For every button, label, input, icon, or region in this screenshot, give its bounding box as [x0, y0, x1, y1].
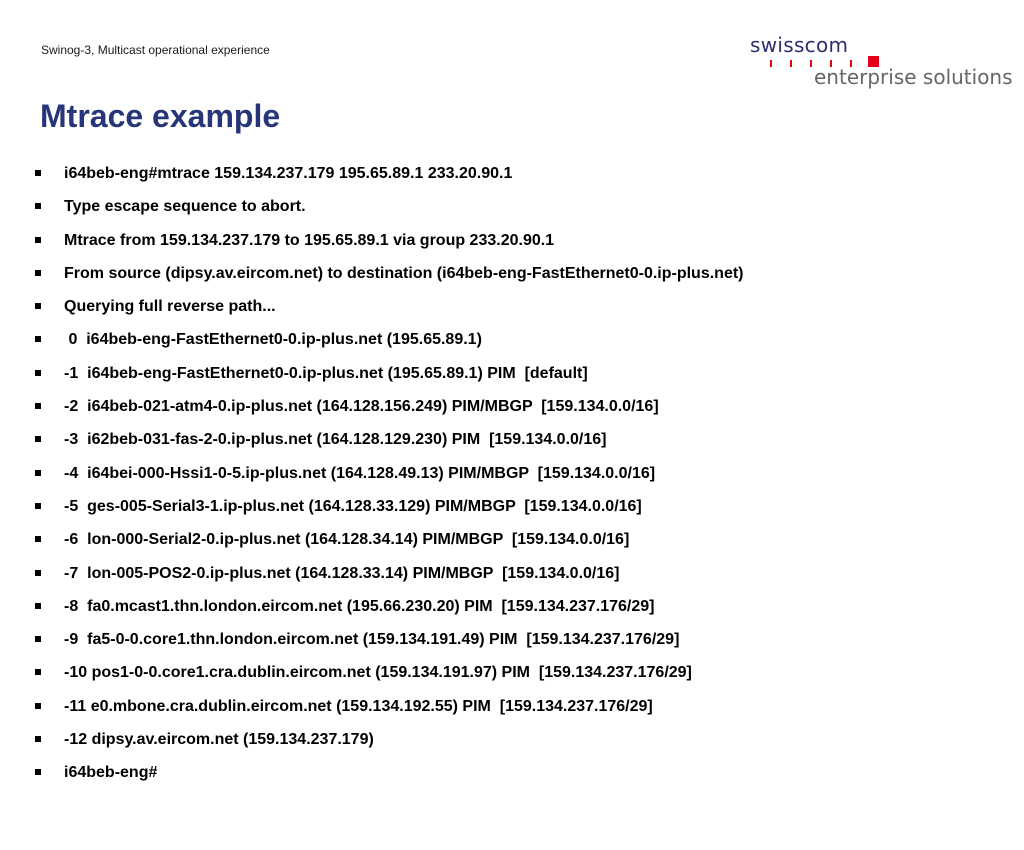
list-item-text: -7 lon-005-POS2-0.ip-plus.net (164.128.33.14) PIM/MBGP [159.134.0.0/16]	[64, 564, 620, 582]
list-item-text: From source (dipsy.av.eircom.net) to destination (i64beb-eng-FastEthernet0-0.ip-plus.net)	[64, 264, 744, 282]
list-item	[0, 662, 1024, 695]
swisscom-logo	[750, 33, 1013, 91]
list-item	[0, 263, 1024, 296]
bullet-square-icon	[35, 403, 41, 409]
bullet-square-icon	[35, 536, 41, 542]
list-item	[0, 762, 1024, 795]
presentation-subtitle: Swinog-3, Multicast operational experience	[41, 43, 270, 57]
list-item	[0, 163, 1024, 196]
logo-bar	[770, 60, 772, 67]
list-item-text: -1 i64beb-eng-FastEthernet0-0.ip-plus.net (195.65.89.1) PIM [default]	[64, 364, 588, 382]
bullet-square-icon	[35, 270, 41, 276]
bullet-square-icon	[35, 470, 41, 476]
slide-title: Mtrace example	[40, 98, 281, 134]
bullet-square-icon	[35, 703, 41, 709]
list-item	[0, 196, 1024, 229]
list-item	[0, 563, 1024, 596]
bullet-square-icon	[35, 203, 41, 209]
list-item-text: 0 i64beb-eng-FastEthernet0-0.ip-plus.net (195.65.89.1)	[64, 331, 482, 349]
bullet-square-icon	[35, 736, 41, 742]
list-item-text: -11 e0.mbone.cra.dublin.eircom.net (159.134.192.55) PIM [159.134.237.176/29]	[64, 697, 653, 715]
list-item-text: i64beb-eng#mtrace 159.134.237.179 195.65.89.1 233.20.90.1	[64, 165, 513, 182]
list-item-text: -9 fa5-0-0.core1.thn.london.eircom.net (159.134.191.49) PIM [159.134.237.176/29]	[64, 631, 680, 649]
list-item-text: -6 lon-000-Serial2-0.ip-plus.net (164.128.34.14) PIM/MBGP [159.134.0.0/16]	[64, 531, 630, 549]
list-item-text: -10 pos1-0-0.core1.cra.dublin.eircom.net (159.134.191.97) PIM [159.134.237.176/29]	[64, 664, 692, 682]
list-item-text: -3 i62beb-031-fas-2-0.ip-plus.net (164.128.129.230) PIM [159.134.0.0/16]	[64, 431, 607, 449]
list-item	[0, 329, 1024, 362]
bullet-square-icon	[35, 669, 41, 675]
list-item	[0, 429, 1024, 462]
bullet-square-icon	[35, 769, 41, 775]
bullet-square-icon	[35, 603, 41, 609]
list-item	[0, 596, 1024, 629]
mtrace-output-list	[0, 163, 1024, 796]
list-item	[0, 529, 1024, 562]
list-item	[0, 629, 1024, 662]
list-item	[0, 363, 1024, 396]
list-item-text: -2 i64beb-021-atm4-0.ip-plus.net (164.128.156.249) PIM/MBGP [159.134.0.0/16]	[64, 398, 659, 416]
bullet-square-icon	[35, 237, 41, 243]
list-item	[0, 496, 1024, 529]
bullet-square-icon	[35, 170, 41, 176]
list-item-text: Mtrace from 159.134.237.179 to 195.65.89.1 via group 233.20.90.1	[64, 231, 555, 249]
list-item-text: -5 ges-005-Serial3-1.ip-plus.net (164.128.33.129) PIM/MBGP [159.134.0.0/16]	[64, 497, 642, 515]
logo-bar	[810, 60, 812, 67]
bullet-square-icon	[35, 503, 41, 509]
list-item-text: Type escape sequence to abort.	[64, 198, 306, 216]
logo-wordmark: swisscom	[750, 33, 849, 57]
list-item	[0, 463, 1024, 496]
list-item	[0, 230, 1024, 263]
bullet-square-icon	[35, 436, 41, 442]
list-item-text: -12 dipsy.av.eircom.net (159.134.237.179)	[64, 731, 374, 749]
logo-bar	[790, 60, 792, 67]
list-item	[0, 396, 1024, 429]
list-item	[0, 296, 1024, 329]
bullet-square-icon	[35, 570, 41, 576]
list-item	[0, 696, 1024, 729]
bullet-square-icon	[35, 303, 41, 309]
list-item	[0, 729, 1024, 762]
bullet-square-icon	[35, 336, 41, 342]
list-item-text: -8 fa0.mcast1.thn.london.eircom.net (195.66.230.20) PIM [159.134.237.176/29]	[64, 597, 655, 615]
logo-tagline: enterprise solutions	[814, 65, 1013, 89]
list-item-text: i64beb-eng#	[64, 764, 158, 782]
list-item-text: -4 i64bei-000-Hssi1-0-5.ip-plus.net (164.128.49.13) PIM/MBGP [159.134.0.0/16]	[64, 464, 656, 482]
bullet-square-icon	[35, 636, 41, 642]
bullet-square-icon	[35, 370, 41, 376]
list-item-text: Querying full reverse path...	[64, 298, 276, 316]
